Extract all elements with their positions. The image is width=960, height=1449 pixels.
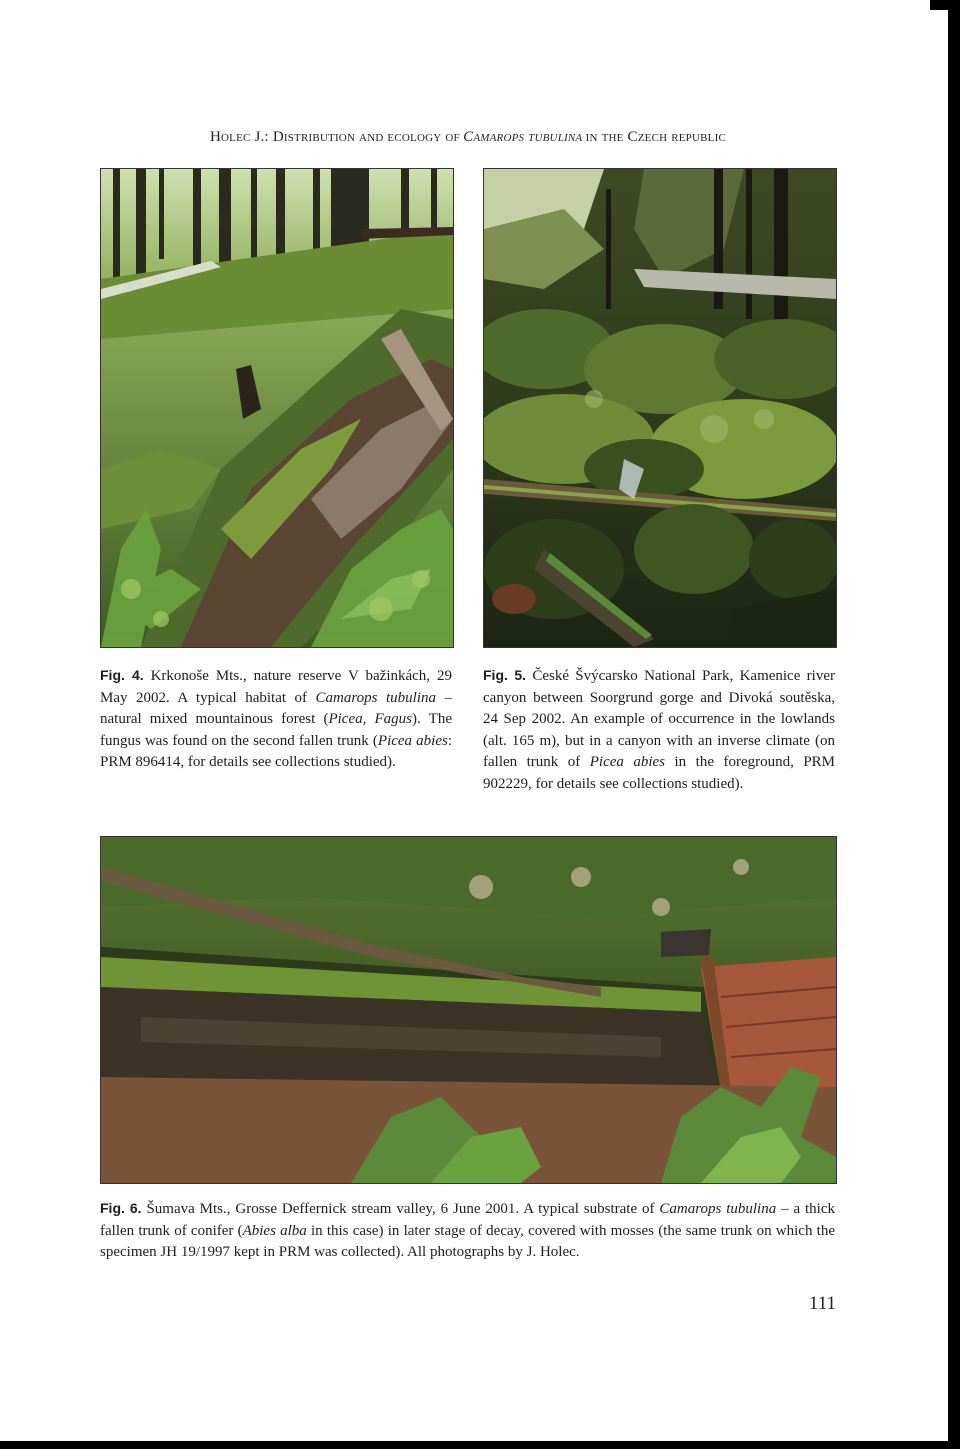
fig4-caption [100,665,452,774]
caption-run: ). The fungus was found on the second fallen trunk ( [100,711,452,749]
fig5-label: Fig. 5. [483,667,527,683]
caption-run: České Švýcarsko National Park, Kamenice river canyon between Soorgrund gorge and Divoká soutěska, 24 Sep 2002. An example of occurrence in the lowlands (alt. 165 m), but in a canyon with an inverse climate (on fallen trunk of [483,668,835,770]
fig6-photo [100,836,837,1184]
fig6-label: Fig. 6. [100,1200,142,1216]
fig4-photo-image [101,169,453,647]
fig6-photo-image [101,837,836,1183]
caption-run: Šumava Mts., Grosse Deffernick stream valley, 6 June 2001. A typical substrate of [141,1201,660,1217]
page-number: 111 [808,1293,836,1314]
fig6-caption-text [100,1201,835,1260]
caption-run: Picea abies [589,754,666,770]
caption-run: Picea abies [377,732,448,749]
caption-run: Krkonoše Mts., nature reserve V bažinkách, 29 May 2002. A typical habitat of [100,668,452,706]
scan-edge-right [948,0,960,1449]
header-author: Holec J. [209,129,265,145]
header-species: Camarops tubulina [463,129,583,145]
caption-run: – a thick fallen trunk of conifer ( [100,1201,835,1239]
fig6-caption [100,1198,835,1264]
header-title-post: in the Czech republic [585,129,726,145]
fig5-caption-text [483,668,835,792]
fig5-photo [483,168,837,648]
caption-run: Camarops tubulina [315,689,436,706]
fig4-label: Fig. 4. [100,667,144,683]
caption-run: in the foreground, PRM 902229, for details see collections studied). [483,754,835,792]
caption-run: Abies alba [242,1222,307,1239]
scan-edge-bottom [0,1441,960,1449]
running-header: Holec J.: Distribution and ecology of Camarops tubulina in the Czech republic [209,129,726,145]
fig5-photo-image [484,169,836,647]
caption-run: – natural mixed mountainous forest ( [100,689,452,727]
fig4-caption-text [100,668,452,770]
caption-run: : PRM 896414, for details see collections studied). [100,732,453,770]
header-title-pre: Distribution and ecology of [272,129,460,145]
scan-edge-top-corner [930,0,960,10]
caption-run: Camarops tubulina [659,1201,777,1217]
caption-run: Picea, Fagus [328,711,413,727]
fig5-caption [483,665,835,795]
caption-run: in this case) in later stage of decay, covered with mosses (the same trunk on which the specimen JH 19/1997 kept in PRM was collected). All photographs by J. Holec. [100,1222,835,1260]
fig4-photo [100,168,454,648]
